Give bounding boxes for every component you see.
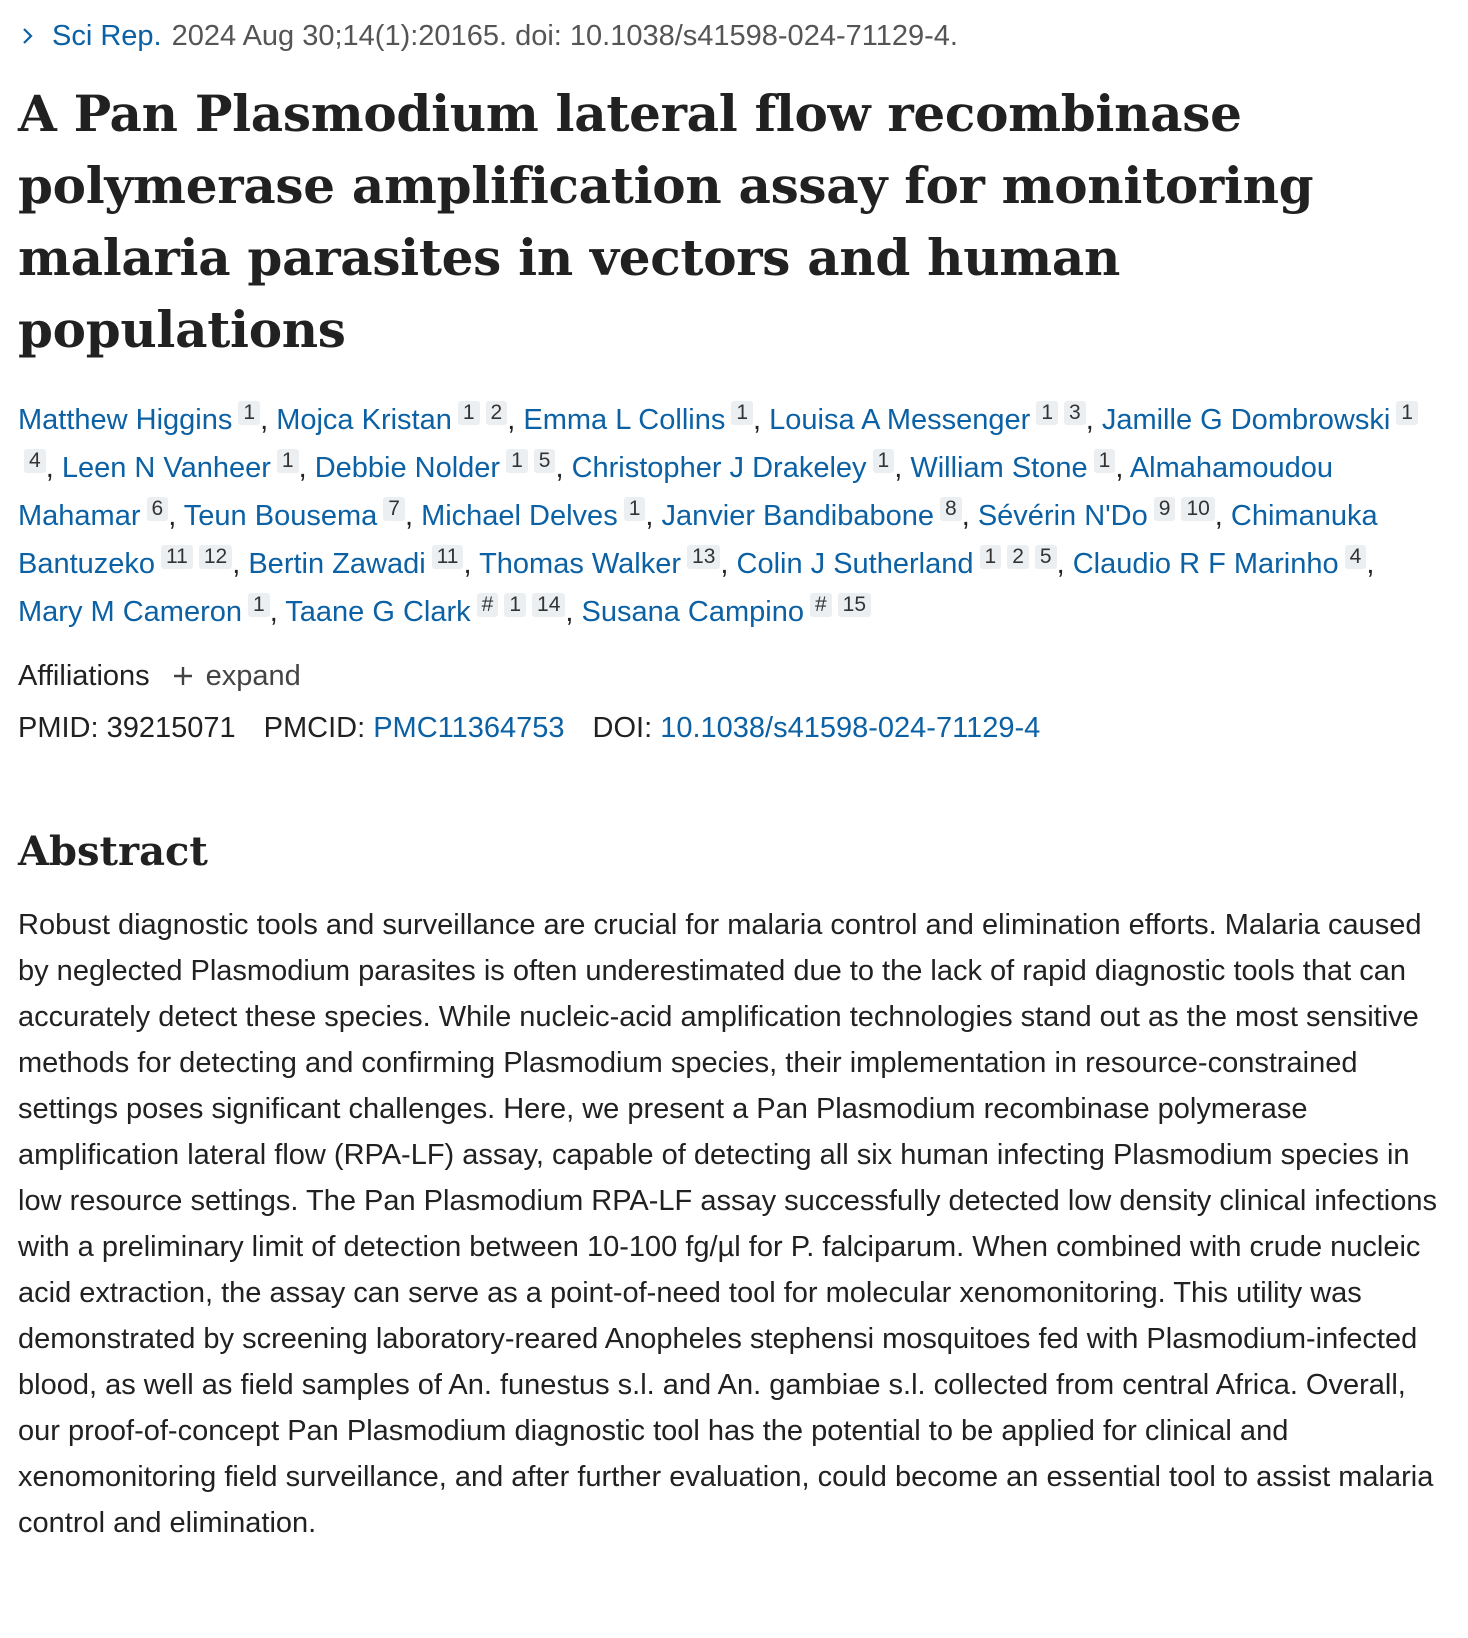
author-separator: , [753,404,770,436]
author-separator: , [168,500,184,532]
author-separator: , [1115,452,1130,484]
affiliation-chip[interactable]: 11 [432,545,464,569]
author-list [18,396,1438,636]
author-item [18,401,277,436]
author-name-link[interactable]: Christopher J Drakeley [571,452,867,484]
author-name-link[interactable]: Claudio R F Marinho [1072,548,1339,580]
affiliation-chip[interactable]: 7 [383,497,405,521]
author-separator: , [1366,548,1375,580]
affiliation-chip[interactable]: 15 [838,593,871,617]
affiliation-chip[interactable]: 5 [1035,545,1057,569]
author-separator: , [645,500,662,532]
pmid-group [18,706,236,750]
author-item [248,545,480,580]
affiliation-chip[interactable]: 11 [161,545,193,569]
affiliation-chip[interactable]: 1 [238,401,260,425]
pmcid-group [264,706,565,750]
doi-group [593,706,1041,750]
author-name-link[interactable]: Matthew Higgins [18,404,233,436]
author-name-link[interactable]: Leen N Vanheer [61,452,271,484]
article-title: A Pan Plasmodium lateral flow recombinase polymerase amplification assay for monitoring malaria parasites in vectors and human populations [18,84,1314,359]
affiliation-chip[interactable]: 13 [687,545,720,569]
journal-link[interactable]: Sci Rep. [52,20,162,52]
doi-label: DOI: [592,712,653,744]
author-name-link[interactable]: Almahamoudou Mahamar [18,452,1333,532]
affiliations-row [18,654,1450,698]
affiliation-chip[interactable]: 1 [980,545,1002,569]
author-name-link[interactable]: Janvier Bandibabone [661,500,934,532]
author-separator: , [1056,548,1073,580]
affiliation-chip[interactable]: 2 [486,401,508,425]
affiliation-chip[interactable]: 4 [24,449,46,473]
author-item [910,449,1130,484]
affiliation-chip[interactable]: 1 [458,401,480,425]
author-separator: , [260,404,277,436]
affiliation-chip[interactable]: # [810,593,832,617]
affiliation-chip[interactable]: 3 [1064,401,1086,425]
author-item [523,401,770,436]
author-name-link[interactable]: Mary M Cameron [18,596,242,628]
author-name-link[interactable]: William Stone [910,452,1088,484]
affiliation-chip[interactable]: 4 [1345,545,1367,569]
affiliations-expand-button[interactable] [172,654,301,698]
author-name-link[interactable]: Bertin Zawadi [248,548,426,580]
affiliation-chip[interactable]: 9 [1154,497,1176,521]
author-item [581,593,872,628]
author-item [661,497,978,532]
citation-details: 2024 Aug 30;14(1):20165. doi: 10.1038/s41598-024-71129-4. [171,20,958,52]
author-name-link[interactable]: Susana Campino [581,596,804,628]
affiliation-chip[interactable]: 1 [248,593,270,617]
pmcid-label: PMCID: [263,712,366,744]
affiliation-chip[interactable]: 12 [199,545,232,569]
author-separator: , [961,500,978,532]
abstract-text: Robust diagnostic tools and surveillance are crucial for malaria control and elimination efforts. Malaria caused by neglected Plasmodium parasites is often underestimated due to the lack of rapid diagnostic tools that can accurately detect these species. While nucleic-acid amplification technologies stand out as the most sensitive methods for detecting and confirming Plasmodium species, their implementation in resource-constrained settings poses significant challenges. Here, we present a Pan Plasmodium recombinase polymerase amplification lateral flow (RPA-LF) assay, capable of detecting all six human infecting Plasmodium species in low resource settings. The Pan Plasmodium RPA-LF assay successfully detected low density clinical infections with a preliminary limit of detection between 10-100 fg/µl for P. falciparum. When combined with crude nucleic acid extraction, the assay can serve as a point-of-need tool for molecular xenomonitoring. This utility was demonstrated by screening laboratory-reared Anopheles stephensi mosquitoes fed with Plasmodium-infected blood, as well as field samples of An. funestus s.l. and An. gambiae s.l. collected from central Africa. Overall, our proof-of-concept Pan Plasmodium diagnostic tool has the potential to be applied for clinical and xenomonitoring field surveillance, and after further evaluation, could become an essential tool to assist malaria control and elimination. [18,909,1437,1539]
author-separator: , [565,596,582,628]
affiliation-chip[interactable]: 1 [504,593,526,617]
author-separator: , [1214,500,1231,532]
author-name-link[interactable]: Jamille G Dombrowski [1101,404,1391,436]
affiliation-chip[interactable]: 2 [1007,545,1029,569]
affiliation-chip[interactable]: 8 [940,497,962,521]
author-name-link[interactable]: Taane G Clark [285,596,471,628]
author-item [183,497,422,532]
affiliation-chip[interactable]: 1 [873,449,895,473]
author-item [736,545,1073,580]
author-item [571,449,911,484]
author-separator: , [1085,404,1102,436]
author-separator: , [720,548,737,580]
affiliation-chip[interactable]: 1 [731,401,753,425]
author-name-link[interactable]: Chimanuka Bantuzeko [18,500,1378,580]
chevron-right-icon[interactable] [18,26,38,46]
affiliation-chip[interactable]: # [477,593,499,617]
author-name-link[interactable]: Colin J Sutherland [736,548,974,580]
author-separator: , [463,548,480,580]
author-name-link[interactable]: Louisa A Messenger [769,404,1031,436]
affiliation-chip[interactable]: 1 [1396,401,1418,425]
author-item [977,497,1231,532]
author-name-link[interactable]: Mojca Kristan [276,404,452,436]
doi-link[interactable]: 10.1038/s41598-024-71129-4 [660,712,1041,744]
affiliation-chip[interactable]: 10 [1181,497,1214,521]
author-item [285,593,582,628]
pmid-value: 39215071 [106,712,236,744]
author-separator: , [555,452,572,484]
author-name-link[interactable]: Emma L Collins [523,404,726,436]
author-name-link[interactable]: Thomas Walker [479,548,682,580]
author-item [276,401,524,436]
author-item [479,545,737,580]
affiliation-chip[interactable]: 1 [506,449,528,473]
author-separator: , [507,404,524,436]
affiliation-chip[interactable]: 1 [1036,401,1058,425]
affiliation-chip[interactable]: 5 [534,449,556,473]
author-item [1072,545,1375,580]
affiliation-chip[interactable]: 1 [624,497,646,521]
affiliation-chip[interactable]: 1 [1094,449,1116,473]
author-item [314,449,572,484]
affiliations-label: Affiliations [18,660,150,692]
author-separator: , [894,452,911,484]
citation-line [18,14,1450,58]
plus-icon [172,665,194,687]
author-name-link[interactable]: Michael Delves [421,500,618,532]
author-separator: , [269,596,286,628]
author-separator: , [45,452,62,484]
author-name-link[interactable]: Teun Bousema [183,500,378,532]
author-item [61,449,315,484]
affiliation-chip[interactable]: 14 [532,593,565,617]
pmid-label: PMID: [18,712,99,744]
author-item [18,593,286,628]
pmcid-link[interactable]: PMC11364753 [373,712,565,744]
identifiers-row [18,706,1450,750]
abstract-heading: Abstract [18,828,208,875]
author-separator: , [404,500,422,532]
author-separator: , [232,548,249,580]
author-item [769,401,1102,436]
author-name-link[interactable]: Debbie Nolder [314,452,501,484]
affiliation-chip[interactable]: 1 [277,449,299,473]
expand-label: expand [205,660,301,692]
author-item [421,497,662,532]
author-separator: , [298,452,315,484]
author-name-link[interactable]: Sévérin N'Do [977,500,1148,532]
affiliation-chip[interactable]: 6 [147,497,169,521]
